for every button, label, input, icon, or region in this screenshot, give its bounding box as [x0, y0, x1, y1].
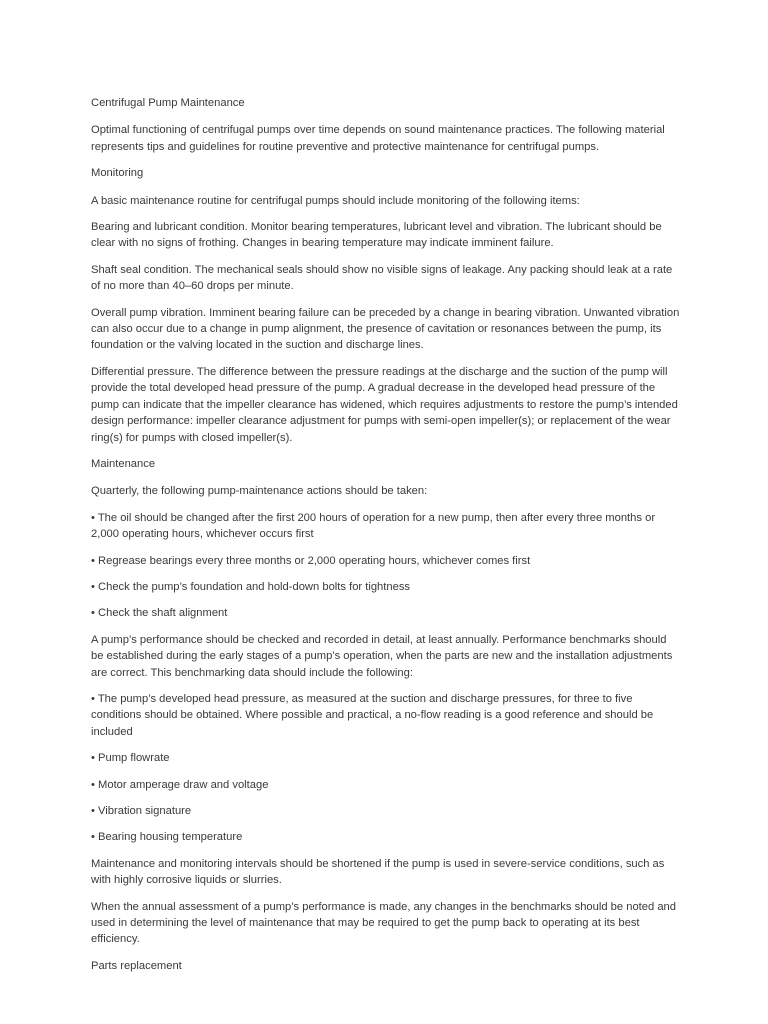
- annual-performance-paragraph: A pump’s performance should be checked and recorded in detail, at least annually. Performance benchmarks should be established during the early stages of a pump’s operation, when the parts are new and the installation adjustments are correct. This benchmarking data should include the following:: [91, 633, 673, 679]
- severe-service-paragraph: Maintenance and monitoring intervals should be shortened if the pump is used in severe-service conditions, such as with highly corrosive liquids or slurries.: [91, 857, 665, 887]
- intro-paragraph: Optimal functioning of centrifugal pumps over time depends on sound maintenance practices. The following material represents tips and guidelines for routine preventive and protective maintenance for centrifugal pumps.: [91, 124, 665, 153]
- bullet-shaft-alignment: • Check the shaft alignment: [91, 607, 228, 620]
- bullet-oil-change: • The oil should be changed after the first 200 hours of operation for a new pump, then after every three months or 2,000 operating hours, whichever occurs first: [91, 511, 656, 541]
- bullet-pump-flowrate: • Pump flowrate: [91, 752, 170, 765]
- document-title: Centrifugal Pump Maintenance: [91, 97, 245, 109]
- bullet-vibration-signature: • Vibration signature: [91, 805, 192, 817]
- quarterly-intro: Quarterly, the following pump-maintenance actions should be taken:: [91, 485, 428, 498]
- section-heading-parts-replacement: Parts replacement: [91, 959, 182, 972]
- annual-assessment-paragraph: When the annual assessment of a pump’s performance is made, any changes in the benchmarks should be noted and used in determining the level of maintenance that may be required to get the pump back to operating at its best efficiency.: [91, 900, 677, 946]
- section-heading-maintenance: Maintenance: [91, 457, 156, 470]
- section-heading-monitoring: Monitoring: [91, 167, 144, 180]
- bullet-motor-amperage: • Motor amperage draw and voltage: [91, 778, 269, 791]
- shaft-seal-paragraph: Shaft seal condition. The mechanical seals should show no visible signs of leakage. Any packing should leak at a rate of no more than 40–60 drops per minute.: [91, 263, 673, 293]
- monitoring-intro: A basic maintenance routine for centrifugal pumps should include monitoring of the following items:: [91, 194, 580, 207]
- bearing-lubricant-paragraph: Bearing and lubricant condition. Monitor bearing temperatures, lubricant level and vibration. The lubricant should be clear with no signs of frothing. Changes in bearing temperature may indicate imminent failure.: [91, 221, 662, 250]
- bullet-regrease-bearings: • Regrease bearings every three months or 2,000 operating hours, whichever comes first: [91, 554, 531, 567]
- bullet-foundation-bolts: • Check the pump’s foundation and hold-down bolts for tightness: [91, 580, 411, 593]
- bullet-head-pressure: • The pump’s developed head pressure, as measured at the suction and discharge pressures, for three to five conditions should be obtained. Where possible and practical, a no-flow reading is a good reference and should be included: [91, 692, 654, 738]
- pump-vibration-paragraph: Overall pump vibration. Imminent bearing failure can be preceded by a change in bearing vibration. Unwanted vibration can also occur due to a change in pump alignment, the presence of cavitation or resonances between the pump, its foundation or the valving located in the suction and discharge lines.: [91, 306, 680, 352]
- differential-pressure-paragraph: Differential pressure. The difference between the pressure readings at the discharge and the suction of the pump will provide the total developed head pressure of the pump. A gradual decrease in the developed head pressure of the pump can indicate that the impeller clearance has widened, which requires adjustments to restore the pump’s intended design performance: impeller clearance adjustment for pumps with semi-open impeller(s); or replacement of the wear ring(s) for pumps with closed impeller(s).: [91, 365, 678, 444]
- bullet-bearing-housing-temperature: • Bearing housing temperature: [91, 831, 243, 844]
